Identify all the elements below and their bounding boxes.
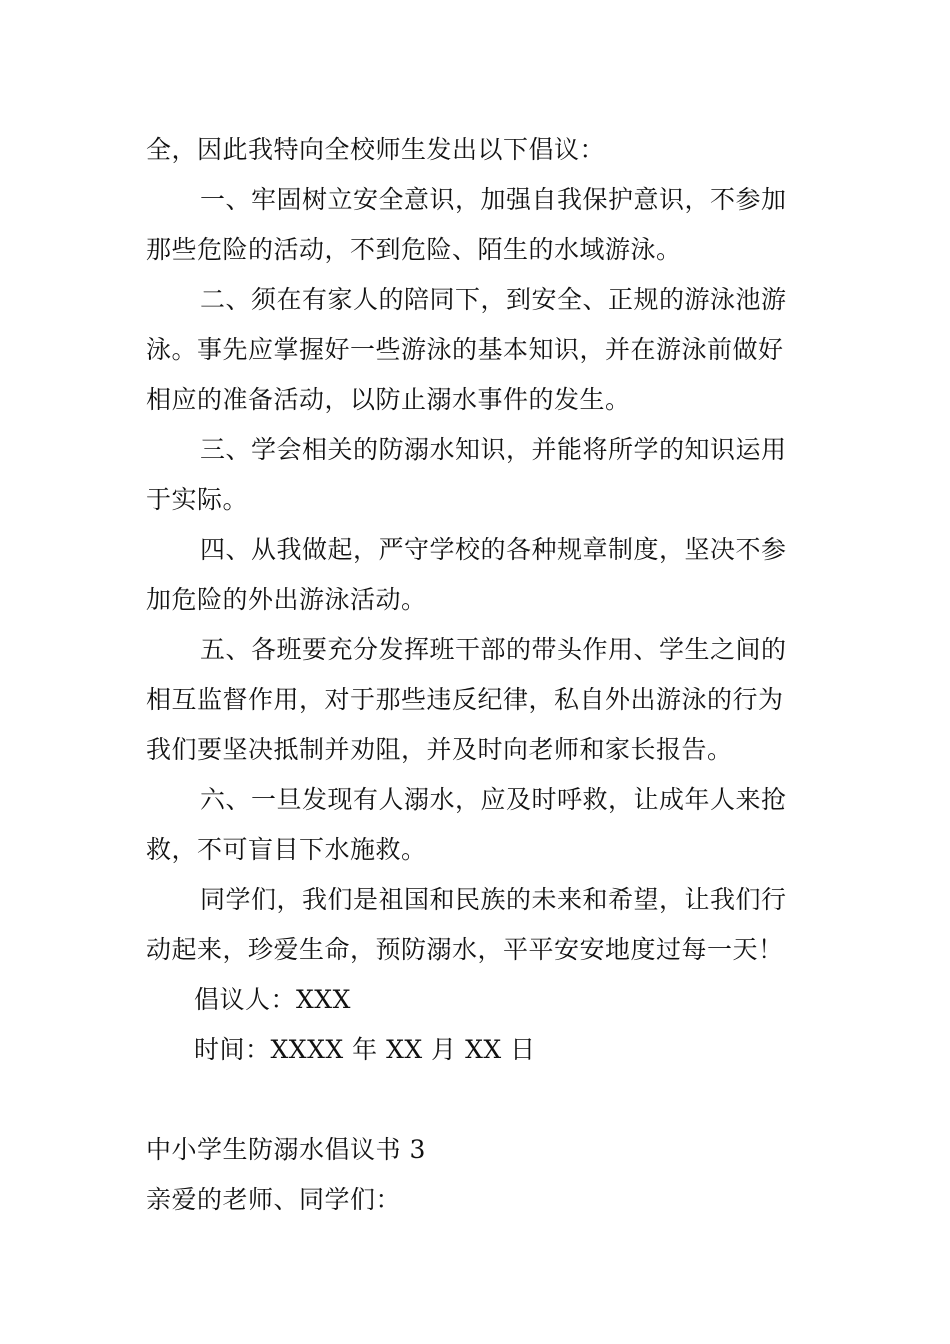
proposal-4-line-1: 四、从我做起，严守学校的各种规章制度，坚决不参 bbox=[200, 535, 787, 564]
date-line: 时间：XXXX 年 XX 月 XX 日 bbox=[194, 1035, 536, 1064]
closing-line-2: 动起来，珍爱生命，预防溺水，平平安安地度过每一天！ bbox=[146, 935, 784, 964]
text-line: 全，因此我特向全校师生发出以下倡议： bbox=[146, 135, 606, 164]
closing-line-1: 同学们，我们是祖国和民族的未来和希望，让我们行 bbox=[200, 885, 787, 914]
proposal-1-line-2: 那些危险的活动，不到危险、陌生的水域游泳。 bbox=[146, 235, 682, 264]
proposal-5-line-3: 我们要坚决抵制并劝阻，并及时向老师和家长报告。 bbox=[146, 735, 733, 764]
proposal-4-line-2: 加危险的外出游泳活动。 bbox=[146, 585, 427, 614]
proposal-2-line-3: 相应的准备活动，以防止溺水事件的发生。 bbox=[146, 385, 631, 414]
section-title: 中小学生防溺水倡议书 3 bbox=[146, 1135, 426, 1164]
greeting-line: 亲爱的老师、同学们： bbox=[146, 1185, 402, 1214]
proposal-2-line-2: 泳。事先应掌握好一些游泳的基本知识，并在游泳前做好 bbox=[146, 335, 784, 364]
proposal-6-line-2: 救，不可盲目下水施救。 bbox=[146, 835, 427, 864]
signer-line: 倡议人：XXX bbox=[194, 985, 351, 1014]
proposal-5-line-2: 相互监督作用，对于那些违反纪律，私自外出游泳的行为 bbox=[146, 685, 784, 714]
proposal-1-line-1: 一、牢固树立安全意识，加强自我保护意识，不参加 bbox=[200, 185, 787, 214]
proposal-3-line-1: 三、学会相关的防溺水知识，并能将所学的知识运用 bbox=[200, 435, 787, 464]
proposal-2-line-1: 二、须在有家人的陪同下，到安全、正规的游泳池游 bbox=[200, 285, 787, 314]
proposal-3-line-2: 于实际。 bbox=[146, 485, 249, 514]
proposal-5-line-1: 五、各班要充分发挥班干部的带头作用、学生之间的 bbox=[200, 635, 787, 664]
proposal-6-line-1: 六、一旦发现有人溺水，应及时呼救，让成年人来抢 bbox=[200, 785, 787, 814]
